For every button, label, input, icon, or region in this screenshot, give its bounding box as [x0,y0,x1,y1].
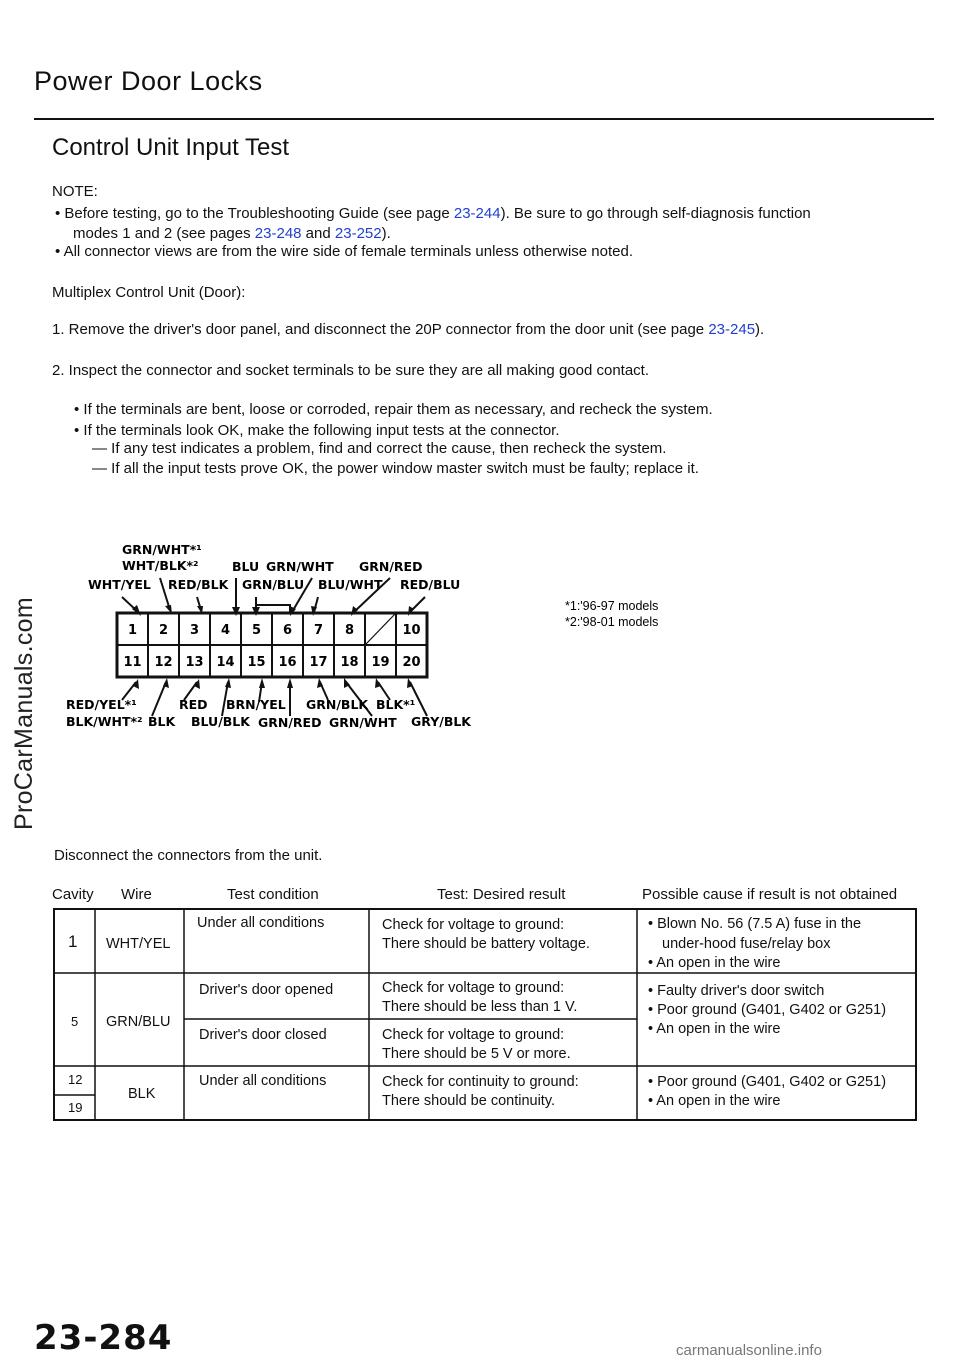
pin-2: 2 [158,623,169,638]
pin-13: 13 [185,655,204,670]
label-brn-yel: BRN/YEL [226,697,286,712]
row2a-result-1: Check for voltage to ground: [382,980,565,996]
row3-condition: Under all conditions [199,1073,327,1089]
link-23-248[interactable]: 23-248 [254,225,302,242]
row2b-result-2: There should be 5 V or more. [382,1046,571,1062]
pin-6: 6 [282,623,293,638]
pin-16: 16 [278,655,297,670]
note-bullet-1-line2: modes 1 and 2 (see pages 23-248 and 23-252). [73,225,391,242]
model-note-2: *2:'98-01 models [565,615,659,629]
pin-10: 10 [402,623,421,638]
label-red-blk: RED/BLK [168,577,229,592]
pin-19: 19 [371,655,390,670]
step-2-sub-1: — If any test indicates a problem, find and correct the cause, then recheck the system. [92,440,667,457]
label-blu-blk: BLU/BLK [191,714,250,729]
header-test-condition: Test condition [227,886,319,903]
pin-1: 1 [127,623,138,638]
table-intro: Disconnect the connectors from the unit. [54,847,323,864]
page-title: Power Door Locks [34,66,263,96]
label-red: RED [179,697,208,712]
watermark: ProCarManuals.com [10,597,38,830]
row2-cause-2: • Poor ground (G401, G402 or G251) [648,1002,887,1018]
pin-14: 14 [216,655,235,670]
pin-12: 12 [154,655,173,670]
label-red-yel-1: RED/YEL*¹ [66,697,137,712]
section-title: Control Unit Input Test [52,134,290,161]
row2-condition-a: Driver's door opened [199,982,334,998]
step-2: 2. Inspect the connector and socket terminals to be sure they are all making good contact. [52,362,650,379]
step-1: 1. Remove the driver's door panel, and disconnect the 20P connector from the door unit (see page 23-245). [52,321,765,338]
link-23-244[interactable]: 23-244 [453,205,501,222]
step-2-bullet-a: • If the terminals are bent, loose or corroded, repair them as necessary, and recheck the system. [74,401,713,418]
label-grn-red-bottom: GRN/RED [258,715,322,730]
header-cavity: Cavity [52,886,94,903]
label-grn-red-top: GRN/RED [359,559,423,574]
row3-cause-1: • Poor ground (G401, G402 or G251) [648,1074,887,1090]
note-bullet-1: • Before testing, go to the Troubleshooting Guide (see page 23-244). Be sure to go through self-diagnosis function [55,205,811,222]
row2-condition-b: Driver's door closed [199,1027,327,1043]
header-possible-cause: Possible cause if result is not obtained [642,886,898,903]
pin-3: 3 [189,623,200,638]
row2-cause-1: • Faulty driver's door switch [648,983,825,999]
label-grn-blu: GRN/BLU [242,577,305,592]
note-bullet-2: • All connector views are from the wire side of female terminals unless otherwise noted. [55,243,634,260]
row1-wire: WHT/YEL [106,936,171,952]
pin-8: 8 [344,623,355,638]
row3-cavity-b: 19 [68,1100,83,1115]
label-grn-wht-bottom: GRN/WHT [329,715,397,730]
model-note-1: *1:'96-97 models [565,599,659,613]
label-grn-wht-1: GRN/WHT*¹ [122,542,202,557]
label-red-blu: RED/BLU [400,577,461,592]
row3-cause-2: • An open in the wire [648,1093,781,1109]
pin-15: 15 [247,655,266,670]
row1-cause-1: • Blown No. 56 (7.5 A) fuse in the [648,916,862,932]
link-23-252[interactable]: 23-252 [334,225,382,242]
step-2-sub-2: — If all the input tests prove OK, the power window master switch must be faulty; replace it. [92,460,699,477]
row3-wire: BLK [128,1086,156,1102]
header-desired-result: Test: Desired result [437,886,566,903]
pin-4: 4 [220,623,231,638]
pin-17: 17 [309,655,328,670]
label-blu-wht: BLU/WHT [318,577,383,592]
page-number: 23-284 [34,1318,173,1358]
label-grn-blk: GRN/BLK [306,697,369,712]
step-2-bullet-b: • If the terminals look OK, make the following input tests at the connector. [74,422,560,439]
label-blu: BLU [232,559,260,574]
label-blk-1: BLK*¹ [376,697,416,712]
pin-5: 5 [251,623,262,638]
pin-11: 11 [123,655,142,670]
section-label: Multiplex Control Unit (Door): [52,284,246,301]
label-gry-blk: GRY/BLK [411,714,471,729]
row1-cause-3: • An open in the wire [648,955,781,971]
row1-result-2: There should be battery voltage. [382,936,590,952]
label-blk-bottom: BLK [148,714,176,729]
row1-cause-2: under-hood fuse/relay box [662,936,831,952]
row2-cavity: 5 [71,1014,79,1029]
row1-result-1: Check for voltage to ground: [382,917,565,933]
link-23-245[interactable]: 23-245 [708,321,756,338]
label-grn-wht-top: GRN/WHT [266,559,334,574]
row2a-result-2: There should be less than 1 V. [382,999,578,1015]
row3-result-1: Check for continuity to ground: [382,1074,579,1090]
pin-7: 7 [313,623,324,638]
row2-cause-3: • An open in the wire [648,1021,781,1037]
pin-20: 20 [402,655,421,670]
row3-cavity-a: 12 [68,1072,83,1087]
pin-18: 18 [340,655,359,670]
label-wht-yel: WHT/YEL [88,577,151,592]
label-blk-wht-2: BLK/WHT*² [66,714,143,729]
note-label: NOTE: [52,183,98,200]
row1-cavity: 1 [68,932,78,951]
row1-condition: Under all conditions [197,915,325,931]
footer-site: carmanualsonline.info [676,1342,822,1359]
label-wht-blk-2: WHT/BLK*² [122,558,199,573]
row2b-result-1: Check for voltage to ground: [382,1027,565,1043]
header-wire: Wire [121,886,152,903]
row3-result-2: There should be continuity. [382,1093,556,1109]
row2-wire: GRN/BLU [106,1014,171,1030]
